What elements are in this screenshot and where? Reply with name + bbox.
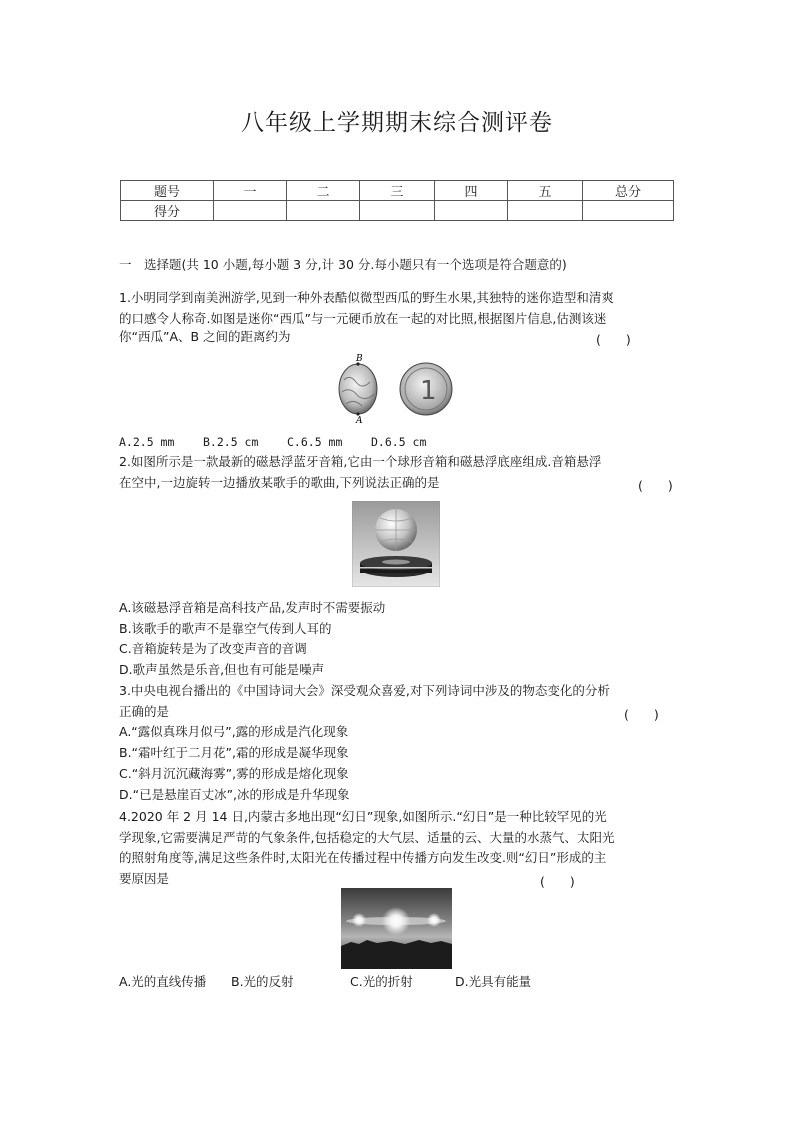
q4-option-b: B.光的反射	[231, 974, 294, 989]
q2-line-1: 2.如图所示是一款最新的磁悬浮蓝牙音箱,它由一个球形音箱和磁悬浮底座组成.音箱悬浮	[119, 454, 602, 469]
q3-option-c: C.“斜月沉沉藏海雾”,雾的形成是熔化现象	[119, 766, 349, 781]
coin-numeral: 1	[420, 376, 437, 406]
q1-option-b: B.2.5 cm	[203, 435, 259, 449]
q4-option-c: C.光的折射	[350, 974, 413, 989]
table-score-row	[121, 201, 674, 221]
q4-figure	[341, 888, 452, 969]
q1-option-a: A.2.5 mm	[119, 435, 175, 449]
q3-line-2: 正确的是	[119, 704, 170, 719]
q2-option-d: D.歌声虽然是乐音,但也有可能是噪声	[119, 662, 325, 677]
q4-line-1: 4.2020 年 2 月 14 日,内蒙古多地出现“幻日”现象,如图所示.“幻日”是一种比较罕见的光	[119, 809, 607, 824]
table-cell: 得分	[121, 201, 214, 221]
q1-option-d: D.6.5 cm	[371, 435, 427, 449]
q4-line-4: 要原因是	[119, 871, 170, 886]
table-cell: 一	[214, 181, 287, 201]
table-header-row	[121, 181, 674, 201]
q2-answer-paren: ( )	[638, 478, 673, 493]
q3-option-d: D.“已是悬崖百丈冰”,冰的形成是升华现象	[119, 787, 350, 802]
point-a-label: A	[356, 416, 363, 424]
table-cell: 二	[287, 181, 360, 201]
q3-option-a: A.“露似真珠月似弓”,露的形成是汽化现象	[119, 724, 349, 739]
magnetic-base	[360, 556, 432, 577]
table-cell: 三	[360, 181, 435, 201]
page-title: 八年级上学期期末综合测评卷	[241, 110, 553, 136]
q2-line-2: 在空中,一边旋转一边播放某歌手的歌曲,下列说法正确的是	[119, 475, 440, 490]
score-table	[120, 180, 674, 221]
q1-option-c: C.6.5 mm	[287, 435, 343, 449]
q4-option-a: A.光的直线传播	[119, 974, 207, 989]
score-input-cell	[214, 201, 287, 221]
point-b-label: B	[356, 354, 363, 364]
score-input-cell	[508, 201, 583, 221]
floating-speaker-sphere	[375, 509, 417, 551]
table-cell: 题号	[121, 181, 214, 201]
q2-option-c: C.音箱旋转是为了改变声音的音调	[119, 641, 307, 656]
q2-figure	[352, 501, 440, 587]
q3-line-1: 3.中央电视台播出的《中国诗词大会》深受观众喜爱,对下列诗词中涉及的物态变化的分析	[119, 683, 610, 698]
q1-line-3: 你“西瓜”A、B 之间的距离约为	[119, 329, 291, 344]
score-input-cell	[287, 201, 360, 221]
q4-option-d: D.光具有能量	[455, 974, 532, 989]
q1-line-2: 的口感令人称奇.如图是迷你“西瓜”与一元硬币放在一起的对比照,根据图片信息,估测该迷	[119, 311, 607, 326]
table-cell: 五	[508, 181, 583, 201]
q1-line-1: 1.小明同学到南美洲游学,见到一种外表酷似微型西瓜的野生水果,其独特的迷你造型和清爽	[119, 290, 614, 305]
table-cell: 总分	[583, 181, 674, 201]
one-yuan-coin-image	[400, 363, 452, 415]
q1-figure	[336, 352, 462, 424]
q4-answer-paren: ( )	[540, 874, 575, 889]
section-heading: 一 选择题(共 10 小题,每小题 3 分,计 30 分.每小题只有一个选项是符合题意的)	[119, 257, 567, 272]
q1-answer-paren: ( )	[596, 332, 631, 347]
q4-line-2: 学现象,它需要满足严苛的气象条件,包括稳定的大气层、适量的云、大量的水蒸气、太阳光	[119, 830, 615, 845]
q4-line-3: 的照射角度等,满足这些条件时,太阳光在传播过程中传播方向发生改变.则“幻日”形成的主	[119, 850, 607, 865]
table-cell: 四	[435, 181, 508, 201]
q2-option-b: B.该歌手的歌声不是靠空气传到人耳的	[119, 621, 332, 636]
score-input-cell	[583, 201, 674, 221]
q2-option-a: A.该磁悬浮音箱是高科技产品,发声时不需要振动	[119, 600, 386, 615]
q3-answer-paren: ( )	[624, 707, 659, 722]
score-input-cell	[435, 201, 508, 221]
mini-watermelon-image	[339, 362, 377, 415]
score-input-cell	[360, 201, 435, 221]
q3-option-b: B.“霜叶红于二月花”,霜的形成是凝华现象	[119, 745, 349, 760]
